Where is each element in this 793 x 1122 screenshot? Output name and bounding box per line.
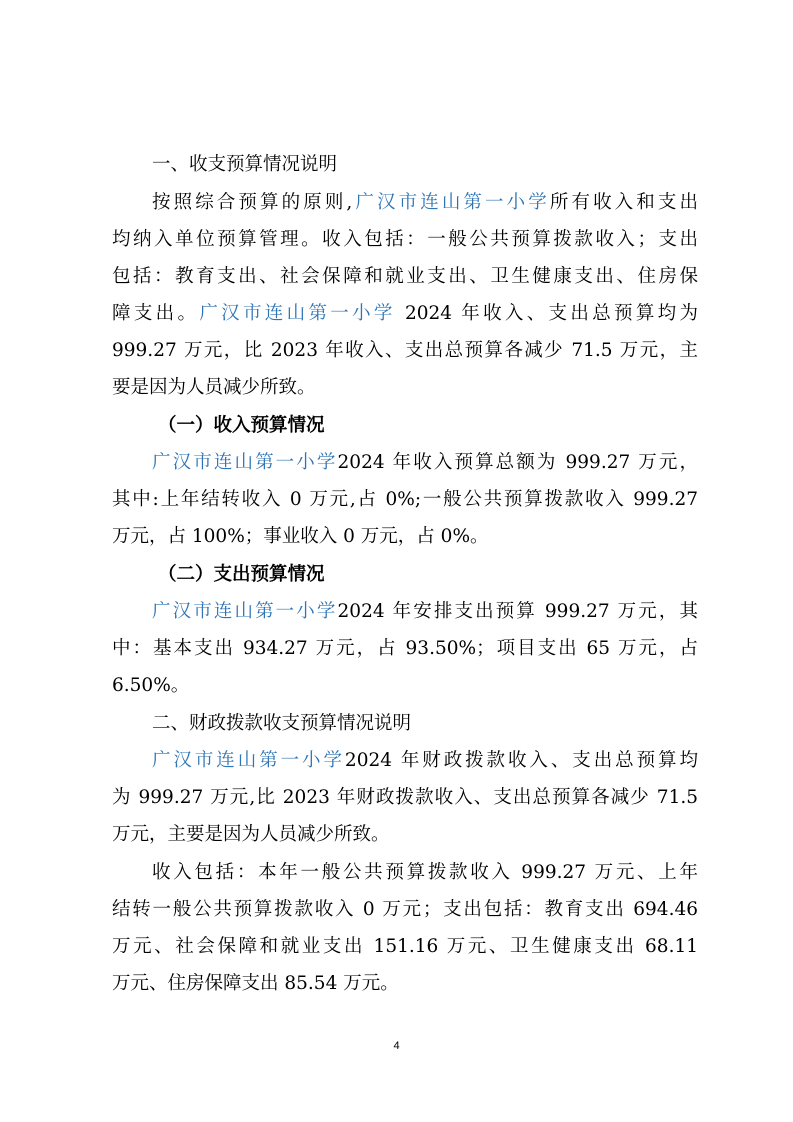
fiscal-line3: 万元，主要是因为人员减少所致。 [112,824,390,845]
detail-line3: 万元、社会保障和就业支出 151.16 万元、卫生健康支出 68.11 [112,936,698,957]
section2-heading: 二、财政拨款收支预算情况说明 [152,713,412,734]
income-line2: 其中:上年结转收入 0 万元,占 0%;一般公共预算拨款收入 999.27 [112,489,698,510]
detail-line2: 结转一般公共预算拨款收入 0 万元；支出包括：教育支出 694.46 [112,899,698,920]
para1-line4 [112,297,698,331]
expense-line1 [152,595,698,629]
school-name: 广汉市连山第一小学 [152,452,338,473]
detail-line1: 收入包括：本年一般公共预算拨款收入 999.27 万元、上年 [152,862,698,883]
para1-line5: 999.27 万元，比 2023 年收入、支出总预算各减少 71.5 万元，主 [112,340,698,361]
text: 2024 年安排支出预算 999.27 万元，其 [337,601,698,622]
school-name: 广汉市连山第一小学 [152,750,345,771]
fiscal-line2: 为 999.27 万元,比 2023 年财政拨款收入、支出总预算各减少 71.5 [112,787,698,808]
school-name: 广汉市连山第一小学 [199,303,396,324]
expense-line2: 中：基本支出 934.27 万元，占 93.50%；项目支出 65 万元，占 [112,638,698,659]
expense-line3: 6.50%。 [112,675,190,696]
para1-line3: 包括：教育支出、社会保障和就业支出、卫生健康支出、住房保 [112,266,698,287]
text: 2024 年收入、支出总预算均为 [395,303,698,324]
fiscal-line1 [152,744,698,778]
para1-line1 [152,186,698,220]
detail-line4: 万元、住房保障支出 85.54 万元。 [112,973,399,994]
school-name: 广汉市连山第一小学 [152,601,338,622]
income-line1 [152,446,698,480]
para1-line6: 要是因为人员减少所致。 [112,377,316,398]
subsection2-heading: （二）支出预算情况 [158,564,325,585]
page-number: 4 [393,1040,400,1052]
text: 障支出。 [112,303,200,324]
text: 2024 年收入预算总额为 999.27 万元， [337,452,698,473]
text: 所有收入和支出 [549,192,698,213]
school-name: 广汉市连山第一小学 [352,192,550,213]
para1-line2: 均纳入单位预算管理。收入包括：一般公共预算拨款收入；支出 [112,229,698,250]
section1-heading: 一、收支预算情况说明 [152,154,338,175]
subsection1-heading: （一）收入预算情况 [158,415,325,436]
income-line3: 万元，占 100%；事业收入 0 万元，占 0%。 [112,526,489,547]
text: 按照综合预算的原则, [152,192,353,213]
text: 2024 年财政拨款收入、支出总预算均 [344,750,698,771]
